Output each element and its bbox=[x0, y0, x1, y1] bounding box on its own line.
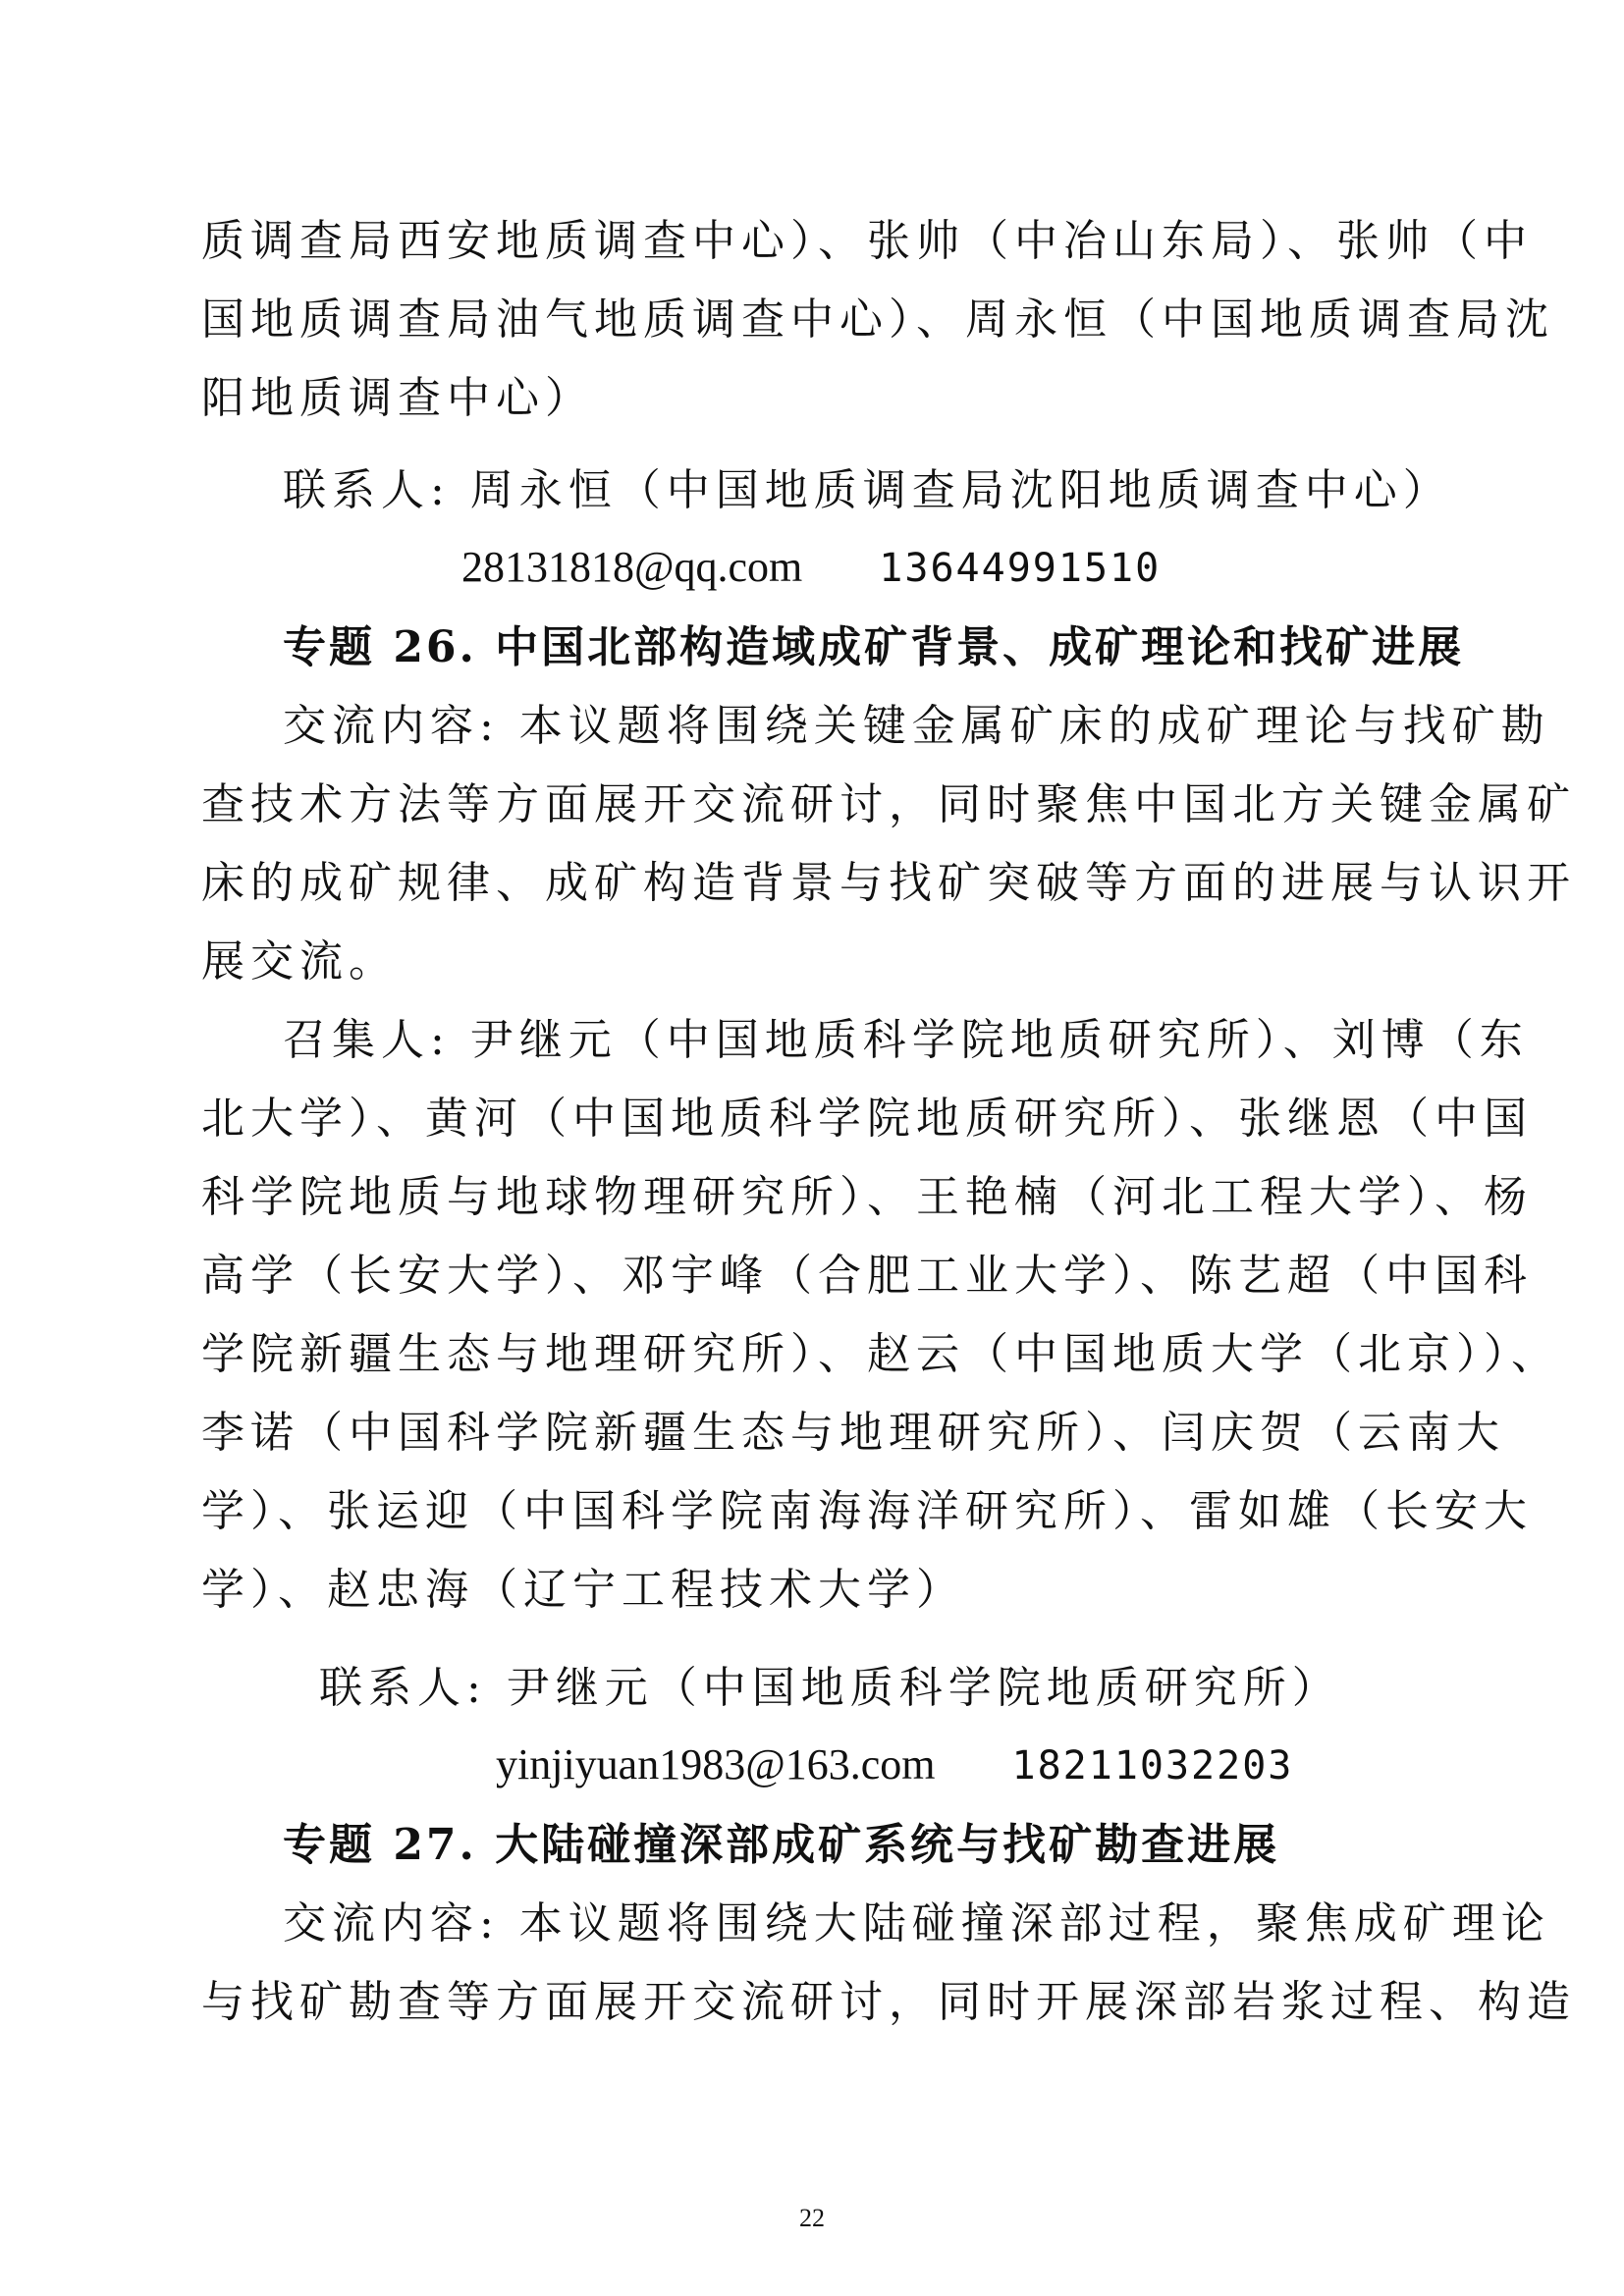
contact-phone: 13644991510 bbox=[879, 546, 1162, 591]
contact-person: 联系人: 尹继元（中国地质科学院地质研究所） bbox=[319, 1663, 1341, 1713]
text-line: 交流内容: 本议题将围绕大陆碰撞深部过程，聚焦成矿理论 bbox=[283, 1898, 1550, 1949]
contact-email: 28131818@qq.com bbox=[461, 543, 803, 591]
text-line: 学院新疆生态与地理研究所）、赵云（中国地质大学（北京））、 bbox=[201, 1329, 1560, 1379]
text-line: 李诺（中国科学院新疆生态与地理研究所）、闫庆贺（云南大 bbox=[201, 1408, 1505, 1458]
contact-email: yinjiyuan1983@163.com bbox=[496, 1740, 936, 1789]
text-line: 阳地质调查中心） bbox=[201, 373, 594, 423]
text-line: 召集人: 尹继元（中国地质科学院地质研究所）、刘博（东 bbox=[283, 1015, 1529, 1065]
text-line: 学）、张运迎（中国科学院南海海洋研究所）、雷如雄（长安大 bbox=[201, 1486, 1533, 1536]
contact-info bbox=[496, 1726, 1293, 1805]
convener-continuation bbox=[201, 202, 1554, 438]
text-line: 交流内容: 本议题将围绕关键金属矿床的成矿理论与找矿勘 bbox=[283, 701, 1550, 751]
text-line: 国地质调查局油气地质调查中心）、周永恒（中国地质调查局沈 bbox=[201, 294, 1554, 345]
topic-heading: 专题 27. 大陆碰撞深部成矿系统与找矿勘查进展 bbox=[283, 1820, 1280, 1870]
contact-info bbox=[461, 528, 1161, 608]
text-line: 北大学）、黄河（中国地质科学院地质研究所）、张继恩（中国 bbox=[201, 1094, 1533, 1144]
text-line: 与找矿勘查等方面展开交流研讨，同时开展深部岩浆过程、构造 bbox=[201, 1977, 1576, 2027]
text-line: 展交流。 bbox=[201, 936, 398, 987]
contact-person: 联系人: 周永恒（中国地质调查局沈阳地质调查中心） bbox=[283, 465, 1452, 515]
text-line: 科学院地质与地球物理研究所）、王艳楠（河北工程大学）、杨 bbox=[201, 1172, 1533, 1222]
text-line: 质调查局西安地质调查中心）、张帅（中冶山东局）、张帅（中 bbox=[201, 216, 1533, 266]
text-line: 床的成矿规律、成矿构造背景与找矿突破等方面的进展与认识开 bbox=[201, 858, 1576, 908]
text-line: 查技术方法等方面展开交流研讨，同时聚焦中国北方关键金属矿 bbox=[201, 779, 1576, 829]
text-line: 学）、赵忠海（辽宁工程技术大学） bbox=[201, 1565, 965, 1615]
text-line: 高学（长安大学）、邓宇峰（合肥工业大学）、陈艺超（中国科 bbox=[201, 1251, 1533, 1301]
topic-content bbox=[201, 1885, 1576, 2042]
topic-conveners bbox=[201, 1001, 1560, 1629]
topic-content bbox=[201, 687, 1576, 1001]
topic-heading: 专题 26. 中国北部构造域成矿背景、成矿理论和找矿进展 bbox=[283, 622, 1465, 672]
page-number: 22 bbox=[799, 2204, 825, 2232]
contact-phone: 18211032203 bbox=[1011, 1743, 1294, 1789]
